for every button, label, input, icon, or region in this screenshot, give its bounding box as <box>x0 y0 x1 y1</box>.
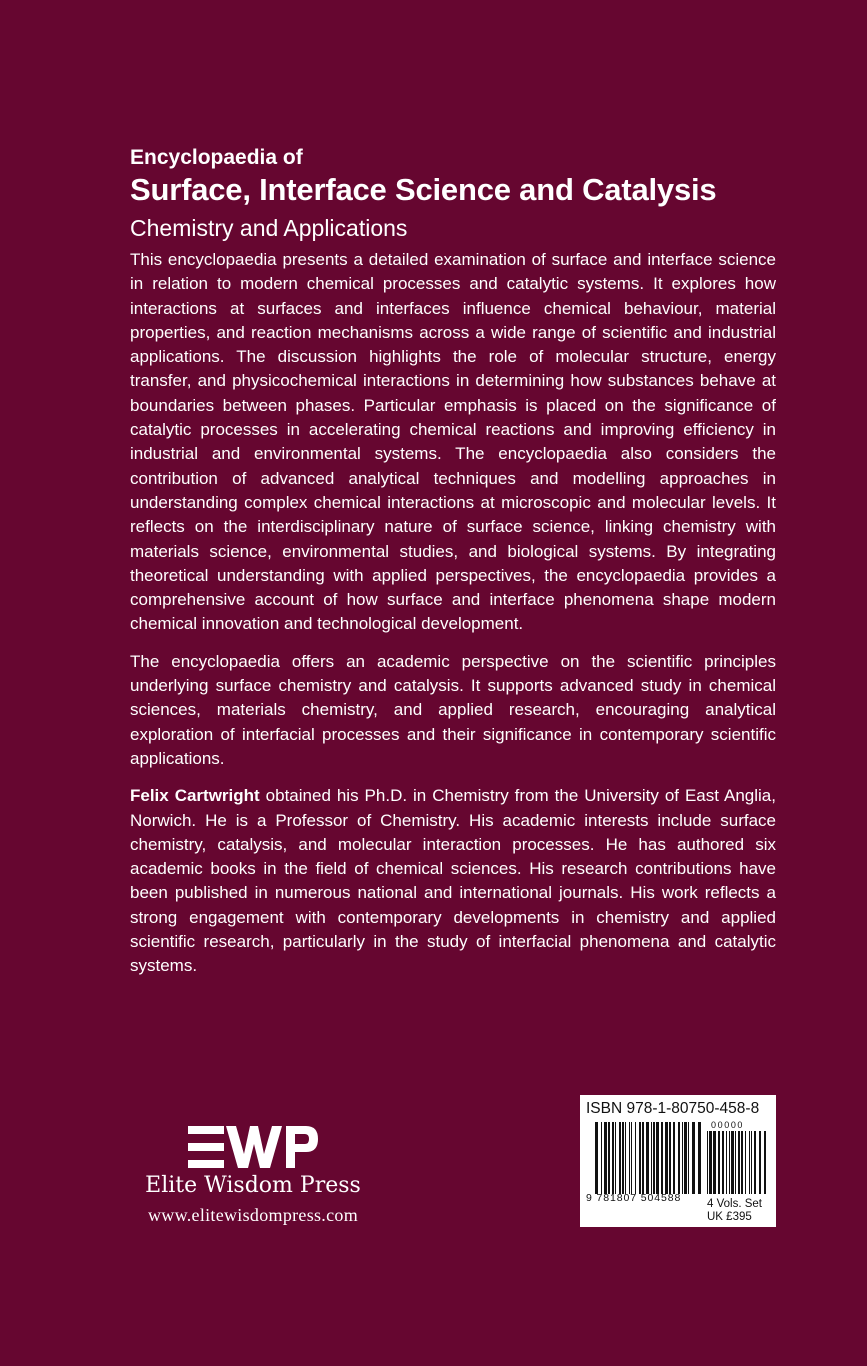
barcode-bar <box>656 1122 659 1194</box>
barcode-bar <box>625 1122 626 1194</box>
barcode-bar <box>653 1122 655 1194</box>
publisher-url: www.elitewisdompress.com <box>148 1205 358 1225</box>
barcode-bar <box>673 1122 675 1194</box>
barcode-bar <box>745 1131 746 1194</box>
book-title: Surface, Interface Science and Catalysis <box>130 172 717 207</box>
barcode-bar <box>595 1122 598 1194</box>
barcode-digits: 9 781807 504588 <box>586 1192 682 1204</box>
barcode-bar <box>713 1131 716 1194</box>
barcode-bar <box>615 1122 616 1194</box>
description-paragraph: This encyclopaedia presents a detailed examination of surface and interface science in relation to modern chemical processes and catalytic systems. It explores how interactions at surfaces and interfaces influence chemical behaviour, material properties, and reaction mechanisms across a wide range of scientific and industrial applications. The discussion highlights the role of molecular structure, energy transfer, and physicochemical interactions in determining how substances behave at boundaries between phases. Particular emphasis is placed on the significance of catalytic processes in accelerating chemical reactions and improving efficiency in industrial and environmental systems. The encyclopaedia also considers the contribution of advanced analytical techniques and modelling approaches in understanding complex chemical interactions at microscopic and molecular levels. It reflects on the interdisciplinary nature of surface science, linking chemistry with materials science, environmental studies, and biological systems. By integrating theoretical understanding with applied perspectives, the encyclopaedia provides a comprehensive account of how surface and interface phenomena shape modern chemical innovation and technological development. <box>130 250 776 634</box>
barcode-bar <box>629 1122 630 1194</box>
price: UK £395 <box>707 1211 752 1223</box>
barcode-bar <box>749 1131 750 1194</box>
series-title: Encyclopaedia of <box>130 146 303 169</box>
barcode-bar <box>726 1131 727 1194</box>
barcode-bar <box>729 1131 730 1194</box>
barcode-bar <box>738 1131 740 1194</box>
isbn-number: ISBN 978-1-80750-458-8 <box>586 1100 760 1117</box>
barcode-bar <box>604 1122 607 1194</box>
barcode-bar <box>639 1122 641 1194</box>
author-name: Felix Cartwright <box>130 786 260 806</box>
barcode-bar <box>759 1131 761 1194</box>
price-label <box>707 1198 762 1224</box>
author-bio-text: obtained his Ph.D. in Chemistry from the University of East Anglia, Norwich. He is a Professor of Chemistry. His academic interests include surface chemistry, catalysis, and molecular interaction processes. He has authored six academic books in the field of chemical sciences. His research contributions have been published in numerous national and international journals. His work reflects a strong engagement with contemporary developments in chemistry and applied scientific research, particularly in the study of interfacial phenomena and catalytic systems. <box>130 786 776 976</box>
book-subtitle: Chemistry and Applications <box>130 215 408 241</box>
barcode-bar <box>646 1122 649 1194</box>
barcode-bar <box>635 1122 636 1194</box>
barcode-bar <box>661 1122 663 1194</box>
barcode-bar <box>601 1122 602 1194</box>
barcode-bar <box>612 1122 614 1194</box>
summary-paragraph: The encyclopaedia offers an academic perspective on the scientific principles underlying surface chemistry and catalysis. It supports advanced study in chemical sciences, materials chemistry, and applied research, encouraging analytical exploration of interfacial processes and their significance in contemporary scientific applications. <box>130 651 776 768</box>
barcode-bar <box>682 1122 683 1194</box>
addon-barcode-bars <box>707 1131 767 1194</box>
barcode-bar <box>665 1122 668 1194</box>
barcode-bar <box>722 1131 724 1194</box>
barcode-bar <box>731 1131 734 1194</box>
publisher-name: Elite Wisdom Press <box>145 1173 361 1198</box>
barcode-bar <box>692 1122 695 1194</box>
ewp-logo-icon <box>188 1126 318 1168</box>
barcode-bar <box>764 1131 766 1194</box>
publisher-logo <box>130 1126 376 1226</box>
barcode-bar <box>718 1131 720 1194</box>
author-bio <box>130 784 776 978</box>
barcode-bar <box>735 1131 736 1194</box>
barcode-bar <box>651 1122 652 1194</box>
barcode-bar <box>608 1122 610 1194</box>
barcode-bar <box>688 1122 689 1194</box>
barcode-bar <box>622 1122 624 1194</box>
barcode-bars <box>595 1122 703 1194</box>
barcode-bar <box>669 1122 671 1194</box>
volume-count: 4 Vols. Set <box>707 1198 762 1210</box>
addon-digits: 00000 <box>711 1120 745 1130</box>
barcode-bar <box>707 1131 708 1194</box>
barcode-bar <box>751 1131 752 1194</box>
barcode-bar <box>631 1122 632 1194</box>
barcode-bar <box>619 1122 621 1194</box>
barcode-bar <box>709 1131 712 1194</box>
barcode-bar <box>684 1122 687 1194</box>
back-cover-text <box>130 146 776 992</box>
barcode-bar <box>754 1131 756 1194</box>
barcode-bar <box>698 1122 701 1194</box>
barcode-bar <box>678 1122 680 1194</box>
barcode-bar <box>642 1122 644 1194</box>
barcode-bar <box>741 1131 743 1194</box>
barcode-label <box>580 1095 776 1227</box>
